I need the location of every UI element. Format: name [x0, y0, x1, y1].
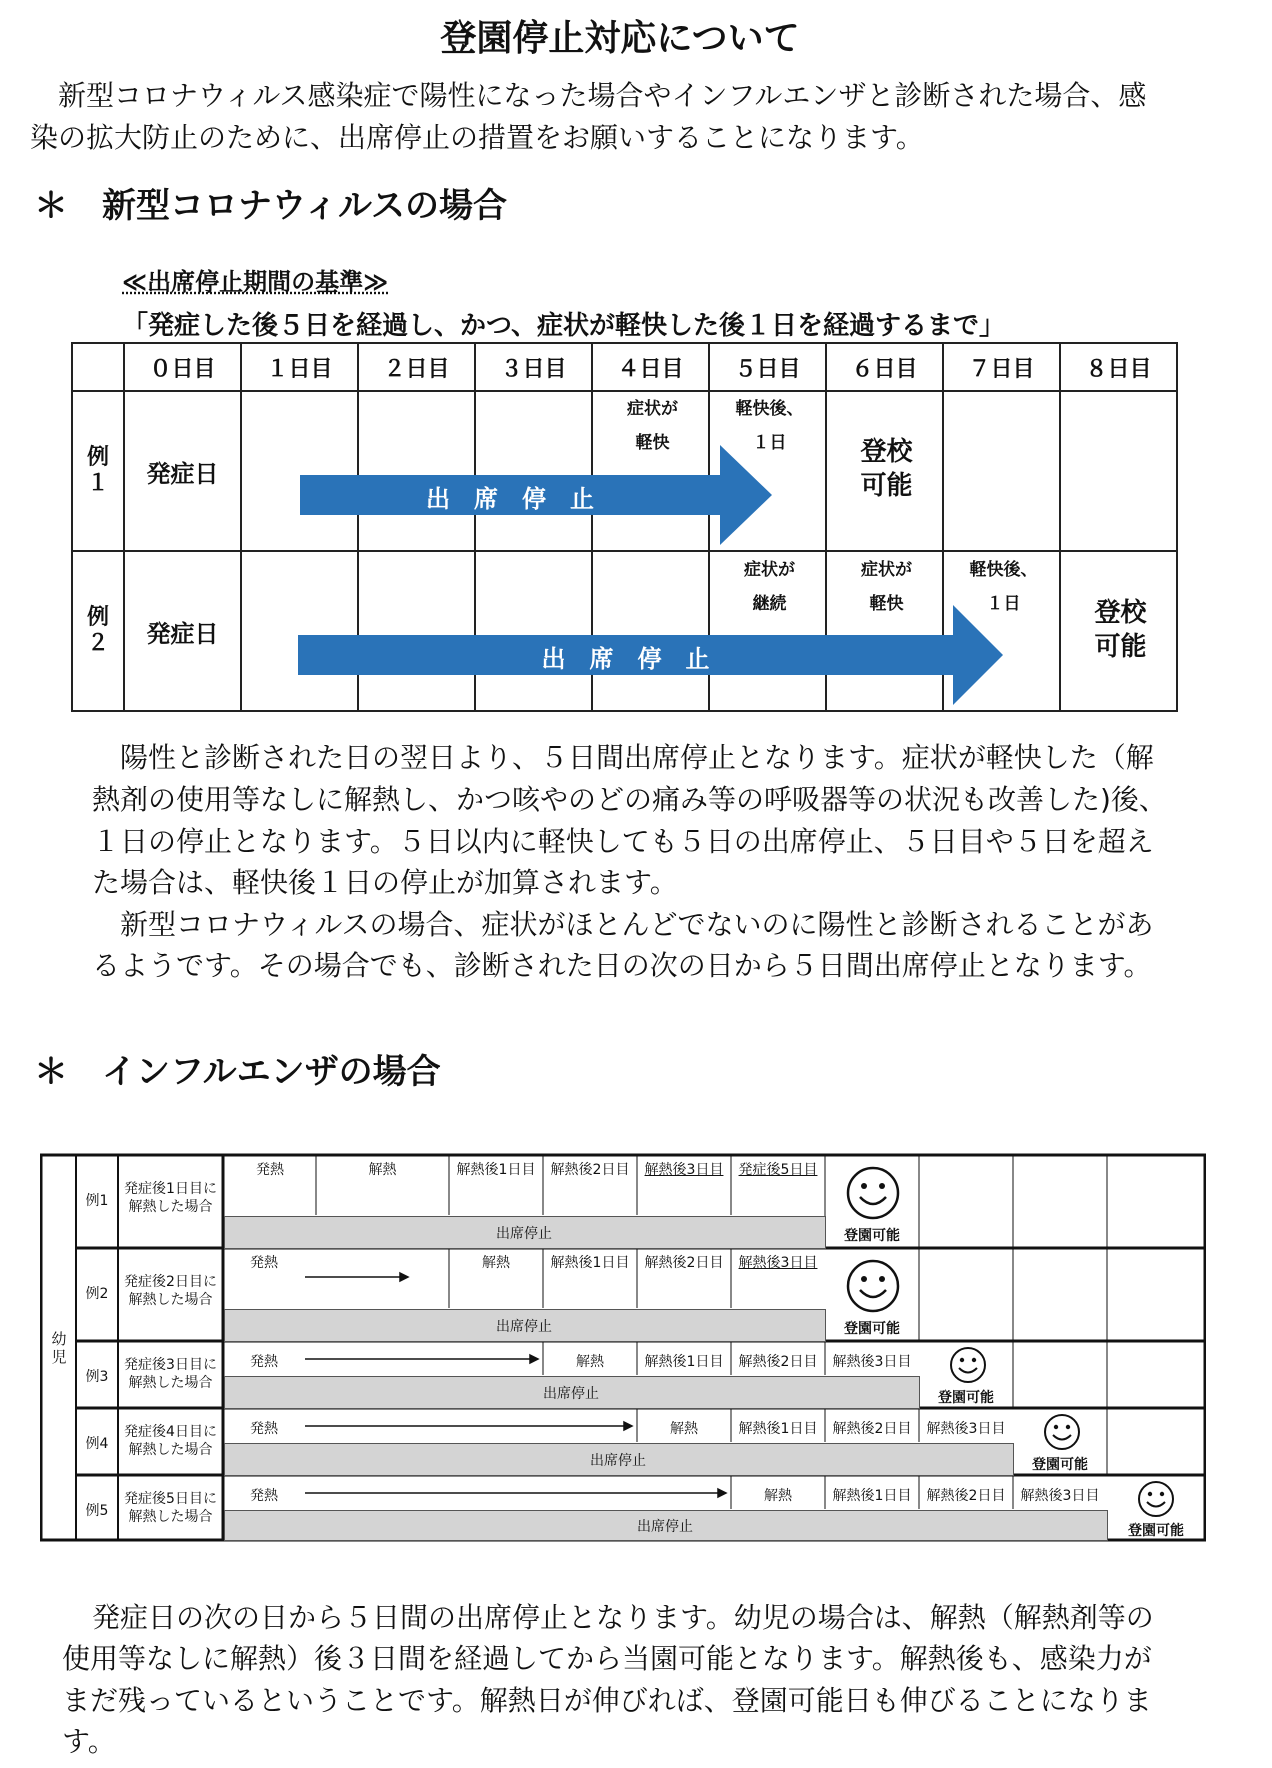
- row-ex: 例1: [85, 1193, 109, 1209]
- stop-label: 出席停止: [496, 1226, 552, 1242]
- ex2-note-day5: 症状が 継続: [744, 560, 795, 614]
- day-header: ６日目: [826, 343, 943, 391]
- row-ex: 例5: [85, 1503, 109, 1519]
- ok-label: 登園可能: [1032, 1457, 1088, 1473]
- covid-heading: ＊ 新型コロナウィルスの場合: [34, 186, 507, 226]
- cell: 解熱: [368, 1162, 397, 1178]
- row-desc: 発症後1日目に 解熱した場合: [124, 1181, 217, 1215]
- cell: 解熱後3日目: [832, 1354, 912, 1370]
- example-label: 例 ２: [72, 551, 124, 711]
- ok-label: 登園可能: [938, 1390, 994, 1406]
- cell: 発熱: [256, 1162, 284, 1178]
- example-label: 例 １: [72, 391, 124, 551]
- cell: 解熱後2日目: [550, 1162, 630, 1178]
- flu-body-line: 使用等なしに解熱）後３日間を経過してから当園可能となります。解熱後も、感染力が: [62, 1642, 1152, 1675]
- smiley-icon: [845, 1258, 901, 1314]
- day-header: ８日目: [1060, 343, 1177, 391]
- ex2-stop-label: 出 席 停 止: [541, 645, 710, 673]
- covid-body-line: １日の停止となります。５日以内に軽快しても５日の出席停止、５日目や５日を超え: [92, 825, 1154, 858]
- day-header: ５日目: [709, 343, 826, 391]
- stop-label: 出席停止: [543, 1386, 599, 1402]
- row-desc: 発症後4日目に 解熱した場合: [124, 1424, 217, 1458]
- smiley-icon: [1136, 1479, 1176, 1519]
- page-title: 登園停止対応について: [440, 18, 800, 59]
- ex1-note-day5: 軽快後、 １日: [735, 399, 804, 453]
- day-header: ０日目: [124, 343, 241, 391]
- covid-body-line: た場合は、軽快後１日の停止が加算されます。: [92, 866, 678, 899]
- covid-body-line: 熱剤の使用等なしに解熱し、かつ咳やのどの痛み等の呼吸器等の状況も改善した)後、: [92, 783, 1167, 816]
- day-header: ２日目: [358, 343, 475, 391]
- cell: 解熱: [764, 1488, 792, 1504]
- row-ex: 例4: [85, 1436, 109, 1452]
- day-header: ３日目: [475, 343, 592, 391]
- smiley-icon: [1042, 1412, 1082, 1452]
- cell: 解熱後1日目: [832, 1488, 912, 1504]
- cell: 解熱: [482, 1255, 510, 1271]
- criteria-text: 「発症した後５日を経過し、かつ、症状が軽快した後１日を経過するまで」: [122, 311, 1005, 341]
- flu-heading: ＊ インフルエンザの場合: [34, 1052, 441, 1092]
- cell: 解熱後2日目: [926, 1488, 1006, 1504]
- cell: 発症後5日目: [738, 1162, 818, 1178]
- day-header: ７日目: [943, 343, 1060, 391]
- cell: 発熱: [250, 1354, 278, 1370]
- intro-line-2: 染の拡大防止のために、出席停止の措置をお願いすることになります。: [30, 121, 924, 154]
- smiley-icon: [948, 1345, 988, 1385]
- covid-body-line: 陽性と診断された日の翌日より、５日間出席停止となります。症状が軽快した（解: [120, 741, 1154, 774]
- ex2-ok: 登校 可能: [1094, 598, 1147, 662]
- cell: 発熱: [250, 1421, 278, 1437]
- cell: 解熱後2日目: [738, 1354, 818, 1370]
- ok-label: 登園可能: [844, 1321, 900, 1337]
- cell: 解熱: [576, 1354, 604, 1370]
- covid-body-line: るようです。その場合でも、診断された日の次の日から５日間出席停止となります。: [92, 949, 1152, 982]
- cell: 解熱: [670, 1421, 698, 1437]
- row-desc: 発症後3日目に 解熱した場合: [124, 1357, 217, 1391]
- criteria-title: ≪出席停止期間の基準≫: [122, 268, 389, 296]
- cell: 解熱後2日目: [644, 1255, 724, 1271]
- group-label: 幼 児: [51, 1330, 67, 1366]
- cell: 解熱後2日目: [832, 1421, 912, 1437]
- cell: 解熱後1日目: [738, 1421, 818, 1437]
- onset-cell: 発症日: [124, 391, 241, 551]
- stop-label: 出席停止: [590, 1453, 646, 1469]
- ex1-ok: 登校 可能: [860, 437, 913, 501]
- onset-cell: 発症日: [124, 551, 241, 711]
- intro-line-1: 新型コロナウィルス感染症で陽性になった場合やインフルエンザと診断された場合、感: [58, 79, 1147, 112]
- cell: 解熱後1日目: [644, 1354, 724, 1370]
- cell: 解熱後3日目: [738, 1255, 818, 1271]
- covid-body-line: 新型コロナウィルスの場合、症状がほとんどでないのに陽性と診断されることがあ: [120, 908, 1154, 941]
- cell: 解熱後3日目: [644, 1162, 724, 1178]
- day-header: １日目: [241, 343, 358, 391]
- ex1-note-day4: 症状が 軽快: [627, 399, 678, 453]
- row-desc: 発症後2日目に 解熱した場合: [124, 1274, 217, 1308]
- day-header: ４日目: [592, 343, 709, 391]
- corner-cell: [72, 343, 124, 391]
- smiley-icon: [845, 1165, 901, 1221]
- cell: 解熱後3日目: [1020, 1488, 1100, 1504]
- cell: 解熱後1日目: [550, 1255, 630, 1271]
- row-ex: 例2: [85, 1286, 109, 1302]
- cell: 発熱: [250, 1255, 278, 1271]
- ex2-note-day6: 症状が 軽快: [861, 560, 912, 614]
- flu-body-line: す。: [62, 1725, 116, 1758]
- ok-label: 登園可能: [844, 1228, 900, 1244]
- flu-body-line: 発症日の次の日から５日間の出席停止となります。幼児の場合は、解熱（解熱剤等の: [92, 1601, 1154, 1634]
- ex2-note-day7: 軽快後、 １日: [969, 560, 1038, 614]
- stop-label: 出席停止: [496, 1319, 552, 1335]
- row-ex: 例3: [85, 1369, 109, 1385]
- flu-body-line: まだ残っているということです。解熱日が伸びれば、登園可能日も伸びることになりま: [62, 1684, 1152, 1717]
- ok-label: 登園可能: [1128, 1523, 1184, 1539]
- cell: 解熱後3日目: [926, 1421, 1006, 1437]
- flu-table: [40, 1145, 1206, 1545]
- row-desc: 発症後5日目に 解熱した場合: [124, 1491, 217, 1525]
- cell: 発熱: [250, 1488, 278, 1504]
- stop-label: 出席停止: [637, 1519, 693, 1535]
- ex1-stop-label: 出 席 停 止: [426, 485, 594, 513]
- cell: 解熱後1日目: [456, 1162, 536, 1178]
